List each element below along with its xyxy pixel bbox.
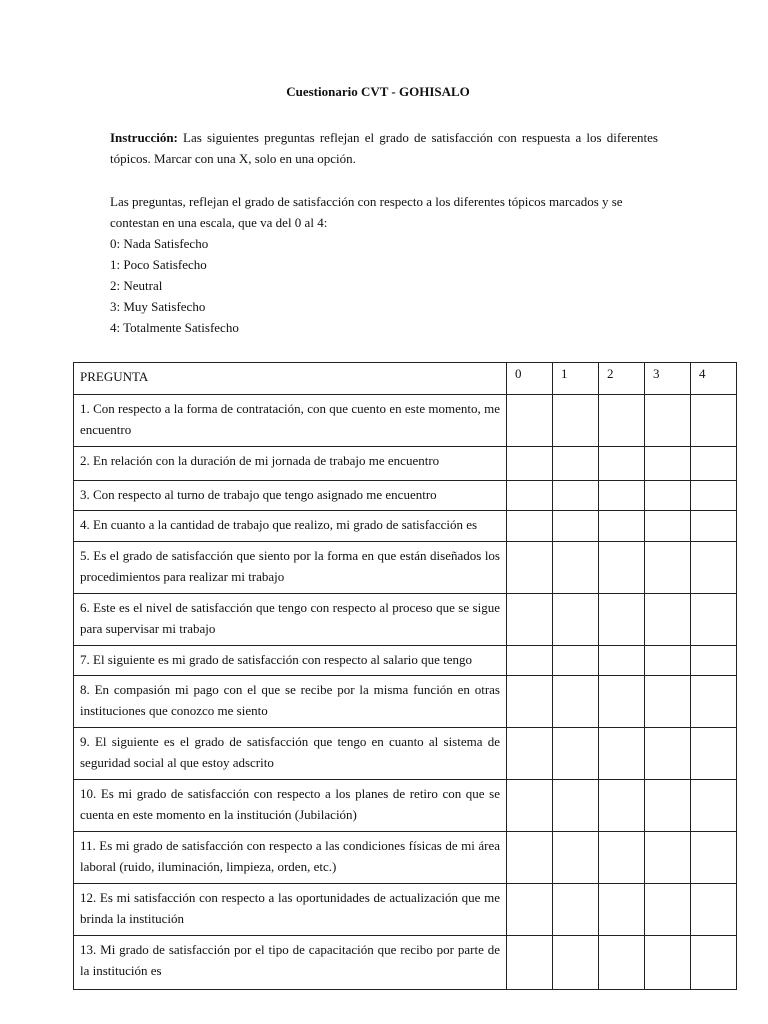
answer-cell-4[interactable] — [691, 832, 737, 884]
scale-list — [110, 233, 239, 338]
answer-cell-1[interactable] — [553, 884, 599, 936]
answer-cell-4[interactable] — [691, 884, 737, 936]
answer-cell-0[interactable] — [507, 646, 553, 676]
answer-cell-4[interactable] — [691, 728, 737, 780]
scale-item: 1: Poco Satisfecho — [110, 257, 207, 272]
table-row — [74, 884, 737, 936]
instruction-label: Instrucción: — [110, 130, 178, 145]
table-row — [74, 676, 737, 728]
header-option-2: 2 — [599, 363, 645, 395]
table-row — [74, 780, 737, 832]
answer-cell-3[interactable] — [645, 676, 691, 728]
answer-cell-4[interactable] — [691, 511, 737, 542]
header-question: PREGUNTA — [74, 363, 507, 395]
table-row — [74, 447, 737, 481]
table-row — [74, 395, 737, 447]
answer-cell-2[interactable] — [599, 884, 645, 936]
answer-cell-2[interactable] — [599, 646, 645, 676]
answer-cell-2[interactable] — [599, 594, 645, 646]
answer-cell-3[interactable] — [645, 884, 691, 936]
answer-cell-2[interactable] — [599, 832, 645, 884]
scale-item: 4: Totalmente Satisfecho — [110, 320, 239, 335]
table-row — [74, 542, 737, 594]
answer-cell-1[interactable] — [553, 832, 599, 884]
answer-cell-4[interactable] — [691, 447, 737, 481]
table-row — [74, 646, 737, 676]
header-option-4: 4 — [691, 363, 737, 395]
answer-cell-4[interactable] — [691, 936, 737, 990]
answer-cell-3[interactable] — [645, 481, 691, 511]
question-text: 8. En compasión mi pago con el que se recibe por la misma función en otras instituciones que conozco me siento — [74, 676, 507, 728]
table-row — [74, 936, 737, 990]
answer-cell-1[interactable] — [553, 676, 599, 728]
answer-cell-4[interactable] — [691, 395, 737, 447]
question-text: 10. Es mi grado de satisfacción con respecto a los planes de retiro con que se cuenta en este momento en la institución (Jubilación) — [74, 780, 507, 832]
answer-cell-2[interactable] — [599, 780, 645, 832]
answer-cell-1[interactable] — [553, 594, 599, 646]
answer-cell-3[interactable] — [645, 832, 691, 884]
question-text: 1. Con respecto a la forma de contratación, con que cuento en este momento, me encuentro — [74, 395, 507, 447]
answer-cell-3[interactable] — [645, 447, 691, 481]
answer-cell-2[interactable] — [599, 728, 645, 780]
answer-cell-0[interactable] — [507, 676, 553, 728]
question-text: 12. Es mi satisfacción con respecto a las oportunidades de actualización que me brinda la institución — [74, 884, 507, 936]
header-option-0: 0 — [507, 363, 553, 395]
answer-cell-0[interactable] — [507, 594, 553, 646]
question-text: 9. El siguiente es el grado de satisfacción que tengo en cuanto al sistema de seguridad social al que estoy adscrito — [74, 728, 507, 780]
answer-cell-3[interactable] — [645, 646, 691, 676]
answer-cell-3[interactable] — [645, 780, 691, 832]
document-title: Cuestionario CVT - GOHISALO — [286, 84, 470, 99]
answer-cell-0[interactable] — [507, 884, 553, 936]
question-text: 2. En relación con la duración de mi jornada de trabajo me encuentro — [74, 447, 507, 481]
answer-cell-4[interactable] — [691, 646, 737, 676]
answer-cell-1[interactable] — [553, 646, 599, 676]
answer-cell-2[interactable] — [599, 542, 645, 594]
question-text: 5. Es el grado de satisfacción que siento por la forma en que están diseñados los procedimientos para realizar mi trabajo — [74, 542, 507, 594]
header-option-1: 1 — [553, 363, 599, 395]
answer-cell-4[interactable] — [691, 481, 737, 511]
answer-cell-2[interactable] — [599, 447, 645, 481]
answer-cell-4[interactable] — [691, 780, 737, 832]
question-text: 4. En cuanto a la cantidad de trabajo que realizo, mi grado de satisfacción es — [74, 511, 507, 542]
scale-item: 0: Nada Satisfecho — [110, 236, 209, 251]
answer-cell-0[interactable] — [507, 832, 553, 884]
scale-item: 3: Muy Satisfecho — [110, 299, 206, 314]
answer-cell-1[interactable] — [553, 728, 599, 780]
answer-cell-3[interactable] — [645, 594, 691, 646]
answer-cell-3[interactable] — [645, 936, 691, 990]
table-row — [74, 594, 737, 646]
answer-cell-1[interactable] — [553, 780, 599, 832]
table-row — [74, 832, 737, 884]
answer-cell-1[interactable] — [553, 511, 599, 542]
scale-intro-paragraph: Las preguntas, reflejan el grado de satisfacción con respecto a los diferentes tópicos marcados y se contestan en una escala, que va del 0 al 4: — [110, 194, 623, 230]
answer-cell-1[interactable] — [553, 481, 599, 511]
questionnaire-table — [73, 362, 737, 990]
answer-cell-0[interactable] — [507, 936, 553, 990]
answer-cell-2[interactable] — [599, 511, 645, 542]
answer-cell-0[interactable] — [507, 728, 553, 780]
answer-cell-2[interactable] — [599, 395, 645, 447]
answer-cell-1[interactable] — [553, 542, 599, 594]
question-text: 6. Este es el nivel de satisfacción que tengo con respecto al proceso que se sigue para supervisar mi trabajo — [74, 594, 507, 646]
table-row — [74, 511, 737, 542]
answer-cell-0[interactable] — [507, 395, 553, 447]
answer-cell-2[interactable] — [599, 676, 645, 728]
answer-cell-4[interactable] — [691, 542, 737, 594]
scale-item: 2: Neutral — [110, 278, 163, 293]
question-text: 11. Es mi grado de satisfacción con respecto a las condiciones físicas de mi área laboral (ruido, iluminación, limpieza, orden, etc.) — [74, 832, 507, 884]
answer-cell-0[interactable] — [507, 447, 553, 481]
answer-cell-0[interactable] — [507, 511, 553, 542]
answer-cell-3[interactable] — [645, 511, 691, 542]
answer-cell-3[interactable] — [645, 395, 691, 447]
answer-cell-3[interactable] — [645, 728, 691, 780]
answer-cell-1[interactable] — [553, 395, 599, 447]
answer-cell-2[interactable] — [599, 936, 645, 990]
question-text: 3. Con respecto al turno de trabajo que tengo asignado me encuentro — [74, 481, 507, 511]
answer-cell-0[interactable] — [507, 542, 553, 594]
answer-cell-3[interactable] — [645, 542, 691, 594]
table-row — [74, 481, 737, 511]
header-option-3: 3 — [645, 363, 691, 395]
answer-cell-1[interactable] — [553, 447, 599, 481]
instruction-paragraph — [110, 127, 658, 169]
table-row — [74, 728, 737, 780]
answer-cell-0[interactable] — [507, 780, 553, 832]
answer-cell-1[interactable] — [553, 936, 599, 990]
question-text: 13. Mi grado de satisfacción por el tipo de capacitación que recibo por parte de la institución es — [74, 936, 507, 990]
answer-cell-0[interactable] — [507, 481, 553, 511]
answer-cell-4[interactable] — [691, 676, 737, 728]
question-text: 7. El siguiente es mi grado de satisfacción con respecto al salario que tengo — [74, 646, 507, 676]
table-header-row — [74, 363, 737, 395]
answer-cell-2[interactable] — [599, 481, 645, 511]
instruction-text: Las siguientes preguntas reflejan el grado de satisfacción con respuesta a los diferentes tópicos. Marcar con una X, solo en una opción. — [110, 130, 658, 166]
answer-cell-4[interactable] — [691, 594, 737, 646]
